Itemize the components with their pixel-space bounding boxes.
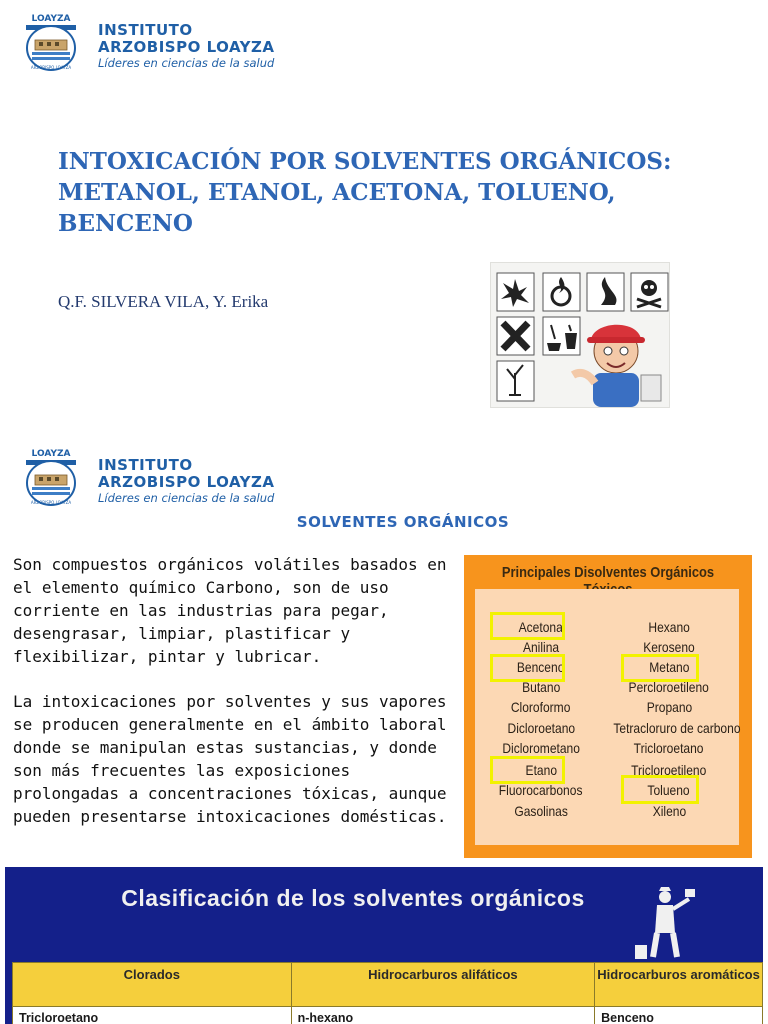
institute-logo-2 — [16, 447, 316, 509]
table-cell: Benceno — [595, 1007, 763, 1024]
toxic-solvents-title: Principales Disolventes Orgánicos — [501, 564, 715, 581]
solvent-item: Fluorocarbonos — [499, 782, 583, 798]
brand-tagline: Líderes en ciencias de la salud — [98, 491, 275, 505]
brand-name-line2: ARZOBISPO LOAYZA — [98, 473, 275, 491]
table-cell: n-hexano — [291, 1007, 595, 1024]
institute-seal-icon — [18, 447, 84, 509]
definition-paragraph: Son compuestos orgánicos volátiles basados en el elemento químico Carbono, son de uso corriente en las industrias para pegar, desengrasar, limpiar, plastificar y flexibilizar, pintar y lubricar. — [13, 555, 447, 667]
solvent-item: Propano — [646, 699, 692, 715]
highlight-tolueno — [621, 775, 699, 804]
table-row — [13, 1007, 763, 1024]
column-header: Hidrocarburos aromáticos — [595, 963, 763, 1007]
section-heading: SOLVENTES ORGÁNICOS — [296, 513, 510, 531]
column-header: Clorados — [13, 963, 292, 1007]
brand-name-line2: ARZOBISPO LOAYZA — [98, 38, 275, 56]
table-cell: Tricloroetano — [13, 1007, 292, 1024]
brand-tagline: Líderes en ciencias de la salud — [98, 56, 275, 70]
highlight-acetona — [490, 612, 565, 640]
highlight-etano — [490, 756, 565, 784]
brand-name-line1: INSTITUTO — [98, 456, 193, 474]
classification-title: Clasificación de los solventes orgánicos — [121, 885, 585, 911]
solvent-item: Tricloroetileno — [631, 762, 707, 778]
presentation-title: INTOXICACIÓN POR SOLVENTES ORGÁNICOS: METANOL, ETANOL, ACETONA, TOLUENO, BENCENO — [58, 148, 672, 237]
solvent-item: Hexano — [648, 619, 690, 635]
solvent-item: Dicloroetano — [507, 720, 575, 736]
solvent-item: Cloroformo — [511, 699, 571, 715]
column-header: Hidrocarburos alifáticos — [291, 963, 595, 1007]
intoxication-paragraph: La intoxicaciones por solventes y sus vapores se producen generalmente en el ámbito laboral donde se manipulan estas sustancias, y donde son más frecuentes las exposiciones prolongadas a concentraciones tóxicas, aunque pueden presentarse intoxicaciones domésticas. — [13, 692, 447, 827]
svg-text:ARZOBISPO LOAYZA: ARZOBISPO LOAYZA — [30, 500, 72, 505]
painter-icon — [625, 885, 697, 963]
highlight-metano — [621, 654, 699, 682]
solvent-item: Diclorometano — [502, 740, 580, 756]
institute-seal-icon — [18, 12, 84, 74]
svg-text:ARZOBISPO LOAYZA: ARZOBISPO LOAYZA — [30, 65, 72, 70]
hazard-symbols-illustration — [490, 262, 670, 408]
solvent-item: Acetona — [518, 619, 564, 635]
solvent-item: Etano — [525, 762, 557, 778]
solvent-item: Tetracloruro de carbono — [613, 720, 741, 736]
solvent-item: Keroseno — [643, 639, 695, 655]
solvent-item: Tolueno — [647, 782, 691, 798]
solvent-item: Anilina — [522, 639, 560, 655]
solvent-item: Benceno — [517, 659, 565, 675]
toxic-solvents-box — [464, 555, 752, 858]
classification-slide — [5, 867, 763, 1024]
solvent-item: Metano — [648, 659, 690, 675]
highlight-benceno — [490, 654, 565, 682]
svg-text:LOAYZA: LOAYZA — [31, 449, 71, 459]
classification-table — [12, 962, 763, 1024]
toxic-solvents-list — [475, 589, 739, 845]
institute-logo — [16, 12, 316, 74]
presentation-author: Q.F. SILVERA VILA, Y. Erika — [58, 292, 269, 311]
solvent-item: Xileno — [652, 803, 686, 819]
solvent-item: Butano — [521, 679, 561, 695]
solvent-item: Percloroetileno — [628, 679, 710, 695]
brand-name-line1: INSTITUTO — [98, 21, 193, 39]
solvent-item: Gasolinas — [514, 803, 568, 819]
solvent-item: Tricloroetano — [634, 740, 704, 756]
svg-text:LOAYZA: LOAYZA — [31, 14, 71, 24]
